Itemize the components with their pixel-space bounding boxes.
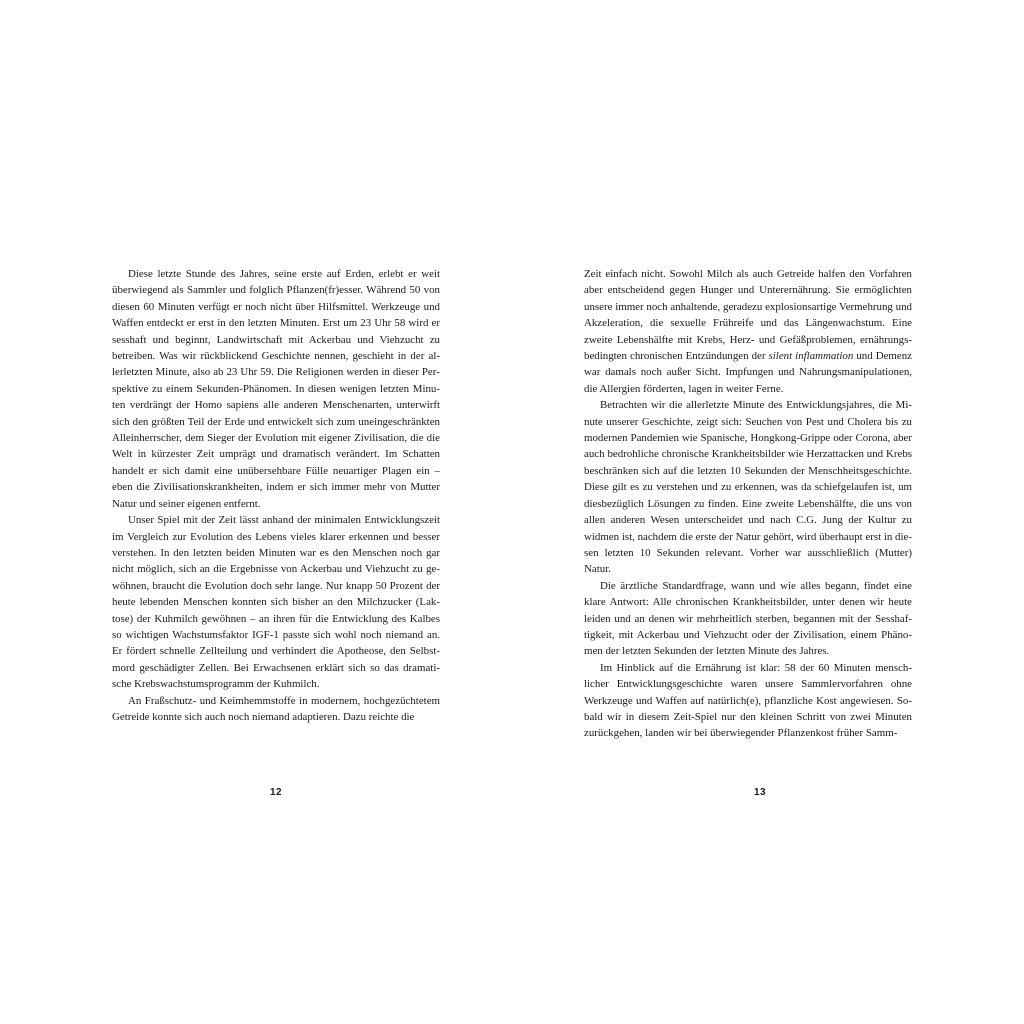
paragraph-text: Zeit einfach nicht. Sowohl Milch als auch Getreide halfen den Vorfahren aber entscheidend gegen Hunger und Unterernährung. Sie ermöglichten unsere immer noch anhaltende, geradezu explosionsartige Vermehrung und Akzeleration, die sexuelle Frühreife und das Längenwachstum. Eine zweite Lebenshälfte mit Krebs, Herz- und Gefäßproblemen, ernährungsbedingten chronischen Entzündungen der: [584, 268, 912, 363]
page-number: 12: [269, 787, 283, 798]
paragraph: Diese letzte Stunde des Jahres, seine erste auf Erden, erlebt er weit überwiegend als Sammler und folglich Pflanzen(fr)esser. Während 50 von diesen 60 Minuten verfügt er noch nicht über Hilfsmittel. Werkzeuge und Waffen entdeckt er erst in den letzten Minuten. Erst um 23 Uhr 58 wird er sesshaft und beginnt, Landwirtschaft mit Ackerbau und Viehzucht zu betreiben. Was wir rückblickend Geschichte nennen, geschieht in der allerletzten Minute, also ab 23 Uhr 59. Die Religionen werden in dieser Perspektive zu einem Sekunden-Phänomen. In diesen wenigen letzten Minuten verdrängt der Homo sapiens alle anderen Menschenarten, unterwirft sich den größten Teil der Erde und entwickelt sich zum uneingeschränkten Alleinherrscher, dem Sieger der Evolution mit eigener Zivilisation, die die Welt in kürzester Zeit umprägt und dramatisch verändert. Im Schatten handelt er sich damit eine unübersehbare Fülle neuartiger Plagen ein – eben die Zivilisationskrankheiten, indem er sich immer mehr von Mutter Natur und seiner eigenen entfernt.: [112, 268, 440, 510]
page-number: 13: [753, 787, 767, 798]
paragraph-text: und Demenz war damals noch außer Sicht. Impfungen und Nahrungsmanipulationen, die Allergien förderten, lagen in weiter Ferne.: [584, 350, 912, 395]
paragraph: Die ärztliche Standardfrage, wann und wie alles begann, findet eine klare Antwort: Alle chronischen Krankheitsbilder, unter denen wir heute leiden und an denen wir mehrheitlich sterben, begannen mit der Sesshaftigkeit, mit Ackerbau und Viehzucht oder der Zivilisation, einem Phänomen der letzten Sekunden der letzten Minute des Jahres.: [584, 579, 912, 658]
paragraph: Unser Spiel mit der Zeit lässt anhand der minimalen Entwicklungszeit im Vergleich zur Evolution des Lebens vieles klarer erkennen und besser verstehen. In den letzten beiden Minuten war es den Menschen noch gar nicht möglich, sich an die Ergebnisse von Ackerbau und Viehzucht zu gewöhnen, braucht die Evolution doch sehr lange. Nur knapp 50 Prozent der heute lebenden Menschen konnten sich bisher an den Milchzucker (Laktose) der Kuhmilch gewöhnen – an ihren für die Entwicklung des Kalbes so wichtigen Wachstumsfaktor IGF-1 passte sich wohl noch niemand an. Er fördert schnelle Zellteilung und verhindert die Apotheose, den Selbstmord geschädigter Zellen. Bei Erwachsenen erklärt sich so das dramatische Krebswachstumsprogramm der Kuhmilch.: [112, 514, 440, 691]
paragraph: Im Hinblick auf die Ernährung ist klar: 58 der 60 Minuten menschlicher Entwicklungsgeschichte waren unsere Sammlervorfahren ohne Werkzeuge und Waffen auf natürlich(e), pflanzliche Kost angewiesen. Sobald wir in diesem Zeit-Spiel nur den kleinen Schritt von zwei Minuten zurückgehen, landen wir bei überwiegender Pflanzenkost früher Samm-: [584, 661, 912, 740]
right-page-body: [584, 266, 912, 742]
paragraph: Betrachten wir die allerletzte Minute des Entwicklungsjahres, die Minute unserer Geschichte, zeigt sich: Seuchen von Pest und Cholera bis zu modernen Pandemien wie Spanische, Hongkong-Grippe oder Corona, aber auch bedrohliche chronische Krankheitsbilder wie Herzattacken und Krebs beschränken sich auf die letzten 10 Sekunden der Menschheitsgeschichte. Diese gilt es zu verstehen und zu erkennen, was da schiefgelaufen ist, um diesbezüglich Lösungen zu finden. Eine zweite Lebenshälfte, die uns von allen anderen Wesen unterscheidet und nach C.G. Jung der Kultur zu widmen ist, nachdem die erste der Natur gehört, wird überhaupt erst in diesen letzten 10 Sekunden relevant. Vorher war ausschließlich (Mutter) Natur.: [584, 399, 912, 576]
right-page: [512, 0, 1024, 1024]
left-page-body: [112, 266, 440, 725]
emphasis-text: silent inflammation: [768, 350, 854, 363]
paragraph: [584, 266, 912, 397]
paragraph: An Fraßschutz- und Keimhemmstoffe in modernem, hochgezüchtetem Getreide konnte sich auch noch niemand adaptieren. Dazu reichte die: [112, 694, 440, 723]
